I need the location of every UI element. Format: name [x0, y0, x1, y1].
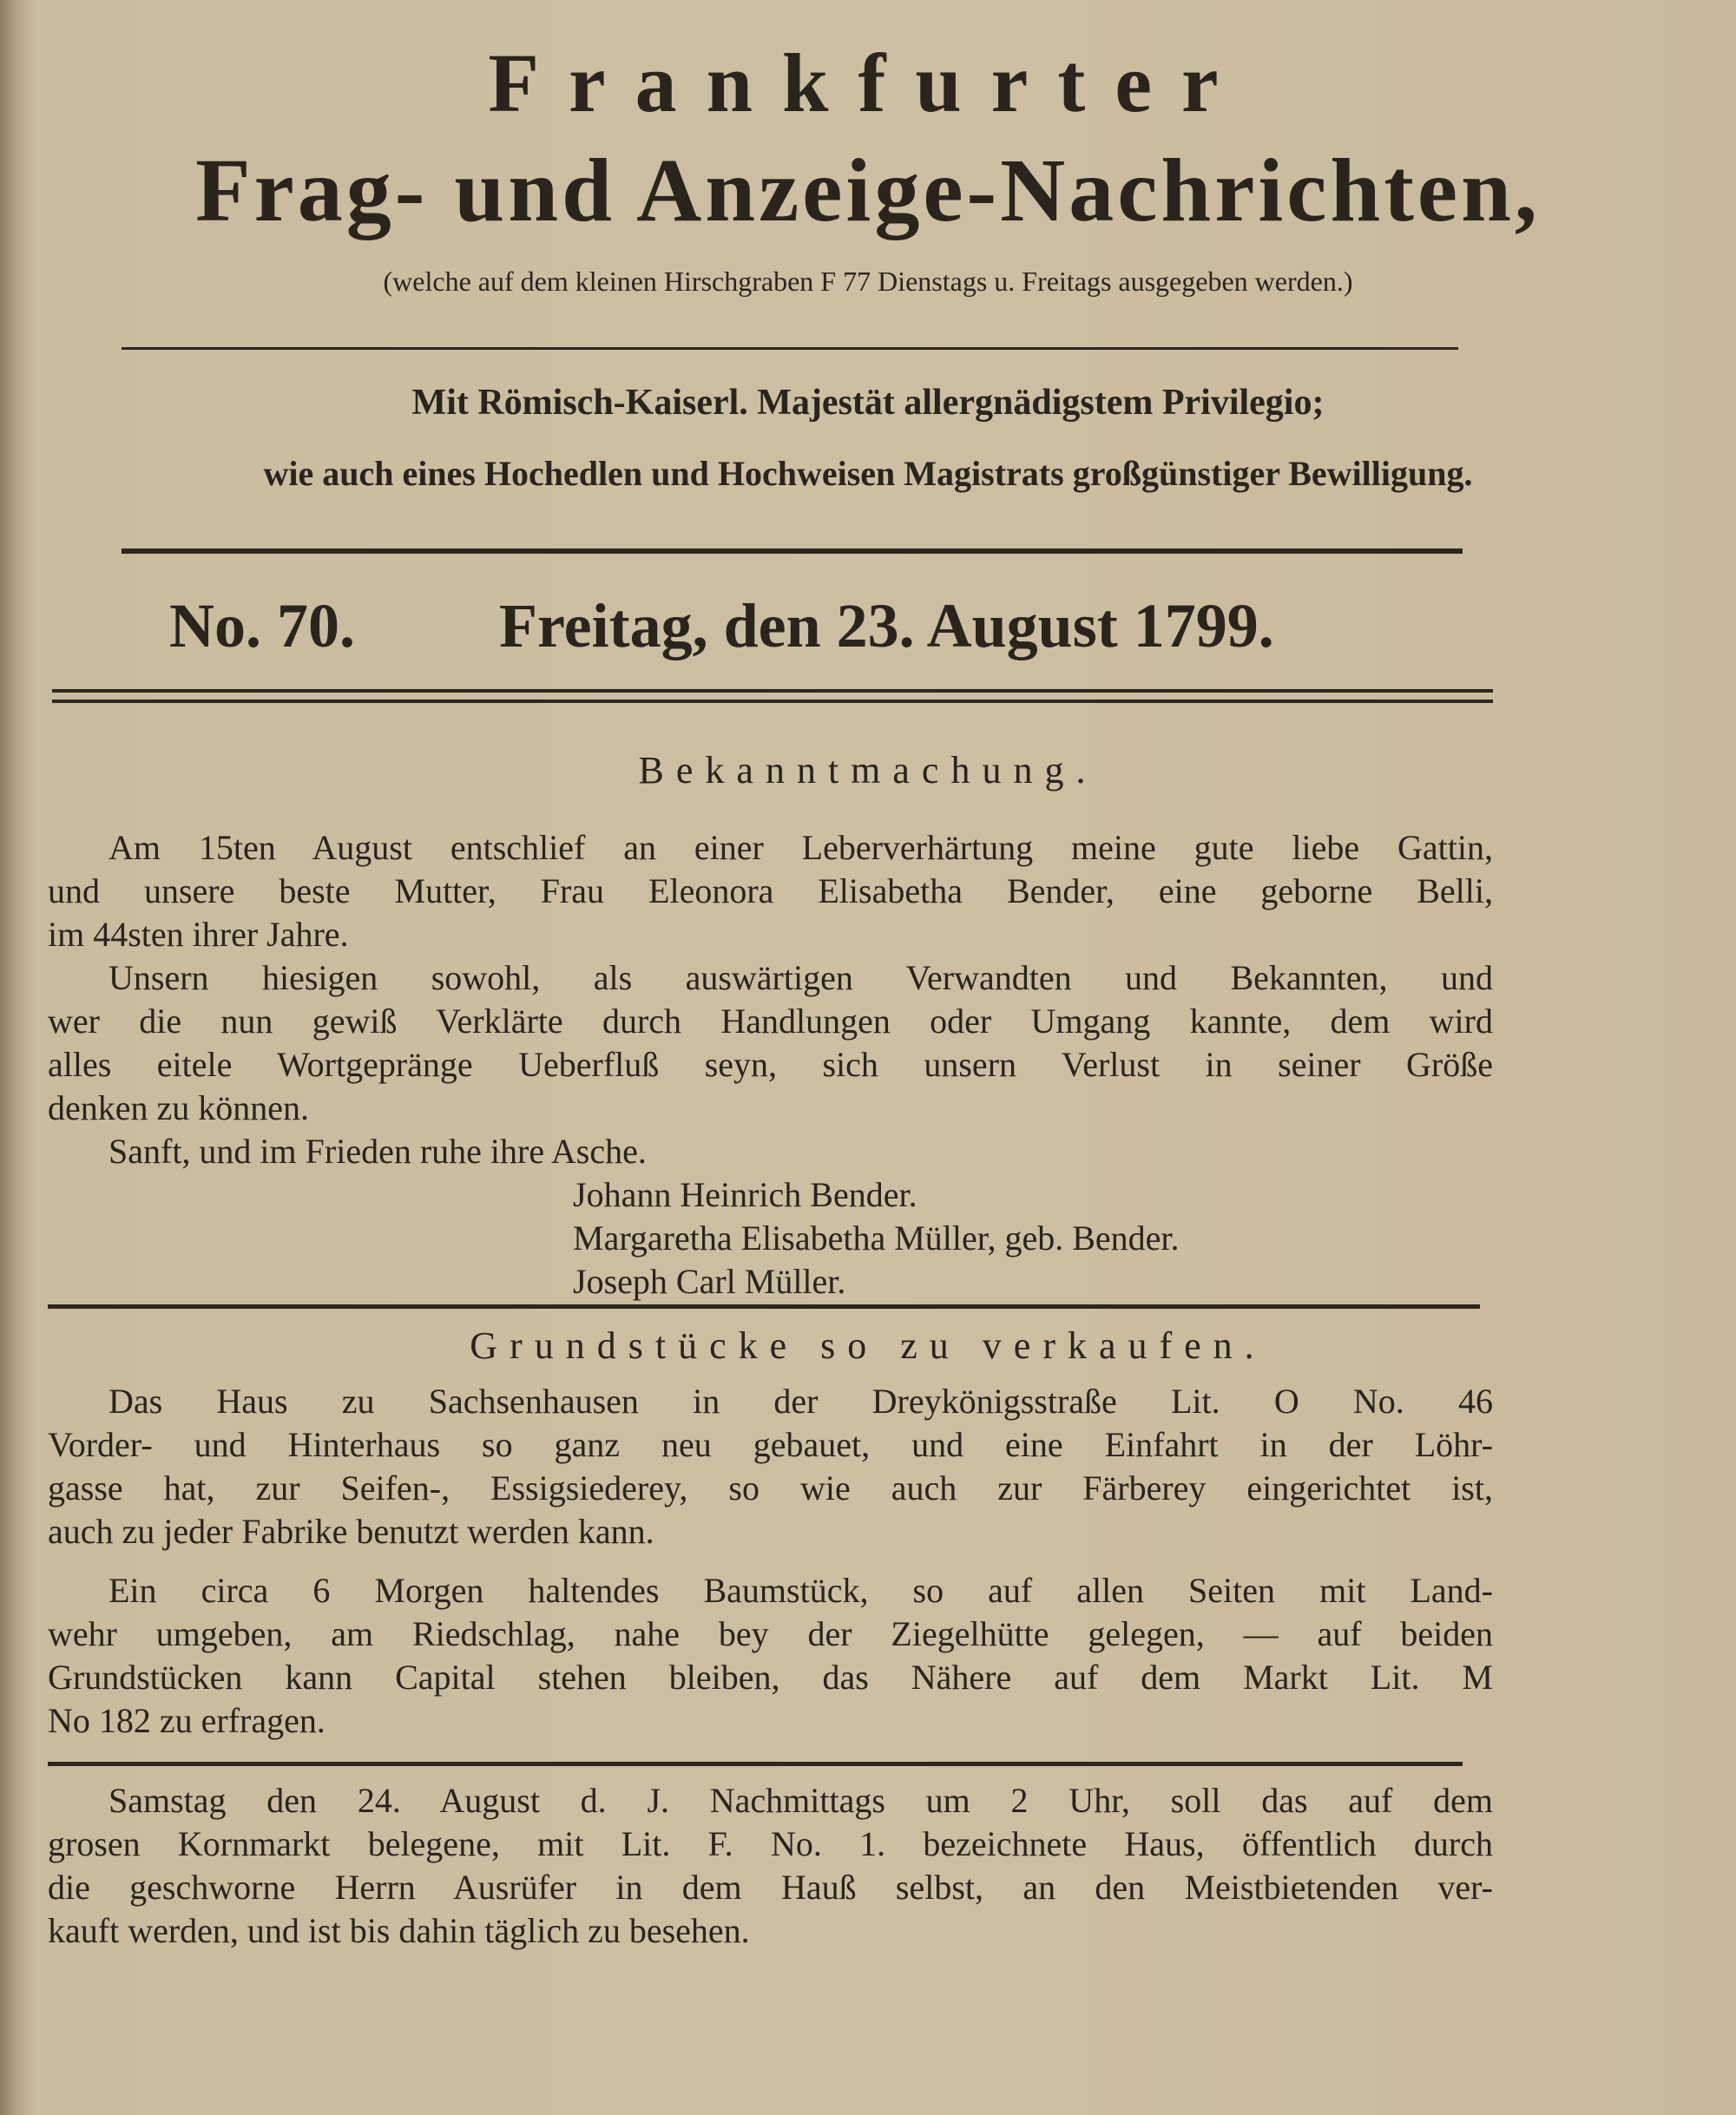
divider [52, 700, 1493, 703]
notice-line: Das Haus zu Sachsenhausen in der Dreykönigsstraße Lit. O No. 46 [108, 1382, 1493, 1421]
notice-heading-bekanntmachung: Bekanntmachung. [638, 749, 1098, 791]
signature: Johann Heinrich Bender. [573, 1175, 917, 1214]
notice-line: denken zu können. [48, 1088, 310, 1127]
divider [122, 548, 1463, 554]
notice-line: Ein circa 6 Morgen haltendes Baumstück, so auf allen Seiten mit Land- [108, 1571, 1493, 1610]
divider [48, 1762, 1463, 1766]
divider [48, 1304, 1480, 1309]
divider [52, 689, 1493, 693]
issue-number: No. 70. [169, 591, 355, 660]
privilege-line2: wie auch eines Hochedlen und Hochweisen Magistrats großgünstiger Bewilligung. [263, 454, 1473, 493]
masthead-subtitle: (welche auf dem kleinen Hirschgraben F 77 Dienstags u. Freitags ausgegeben werden.) [383, 266, 1353, 297]
notice-line: Unsern hiesigen sowohl, als auswärtigen Verwandten und Bekannten, und [108, 958, 1493, 997]
signature: Margaretha Elisabetha Müller, geb. Bender. [573, 1218, 1180, 1258]
notice-heading-grundstuecke: Grundstücke so zu verkaufen. [470, 1324, 1266, 1367]
notice-line: Am 15ten August entschlief an einer Leberverhärtung meine gute liebe Gattin, [108, 828, 1493, 867]
issue-date: Freitag, den 23. August 1799. [499, 591, 1274, 660]
notice-line: wer die nun gewiß Verklärte durch Handlungen oder Umgang kannte, dem wird [48, 1002, 1493, 1041]
notice-line: alles eitele Wortgepränge Ueberfluß seyn, sich unsern Verlust in seiner Größe [48, 1045, 1493, 1084]
notice-line: auch zu jeder Fabrike benutzt werden kann. [48, 1512, 654, 1551]
notice-line: No 182 zu erfragen. [48, 1701, 326, 1740]
signature: Joseph Carl Müller. [573, 1262, 846, 1301]
notice-line: die geschworne Herrn Ausrüfer in dem Hauß selbst, an den Meistbietenden ver- [48, 1868, 1493, 1907]
notice-line: kauft werden, und ist bis dahin täglich zu besehen. [48, 1911, 750, 1950]
notice-line: Samstag den 24. August d. J. Nachmittags um 2 Uhr, soll das auf dem [108, 1781, 1493, 1820]
notice-line: und unsere beste Mutter, Frau Eleonora Elisabetha Bender, eine geborne Belli, [48, 871, 1493, 910]
notice-line: Grundstücken kann Capital stehen bleiben, das Nähere auf dem Markt Lit. M [48, 1658, 1493, 1697]
privilege-line1: Mit Römisch-Kaiserl. Majestät allergnädigstem Privilegio; [411, 383, 1325, 423]
notice-line: Vorder- und Hinterhaus so ganz neu gebauet, und eine Einfahrt in der Löhr- [48, 1425, 1493, 1464]
notice-line: Sanft, und im Frieden ruhe ihre Asche. [108, 1132, 647, 1171]
masthead-title-line1: Frankfurter [488, 36, 1248, 129]
notice-line: grosen Kornmarkt belegene, mit Lit. F. No. 1. bezeichnete Haus, öffentlich durch [48, 1824, 1493, 1863]
divider [122, 347, 1458, 350]
notice-line: im 44sten ihrer Jahre. [48, 915, 349, 954]
notice-line: wehr umgeben, am Riedschlag, nahe bey der Ziegelhütte gelegen, — auf beiden [48, 1614, 1493, 1653]
masthead-title-line2: Frag- und Anzeige-Nachrichten, [195, 141, 1541, 240]
notice-line: gasse hat, zur Seifen-, Essigsiederey, so wie auch zur Färberey eingerichtet ist, [48, 1468, 1493, 1507]
